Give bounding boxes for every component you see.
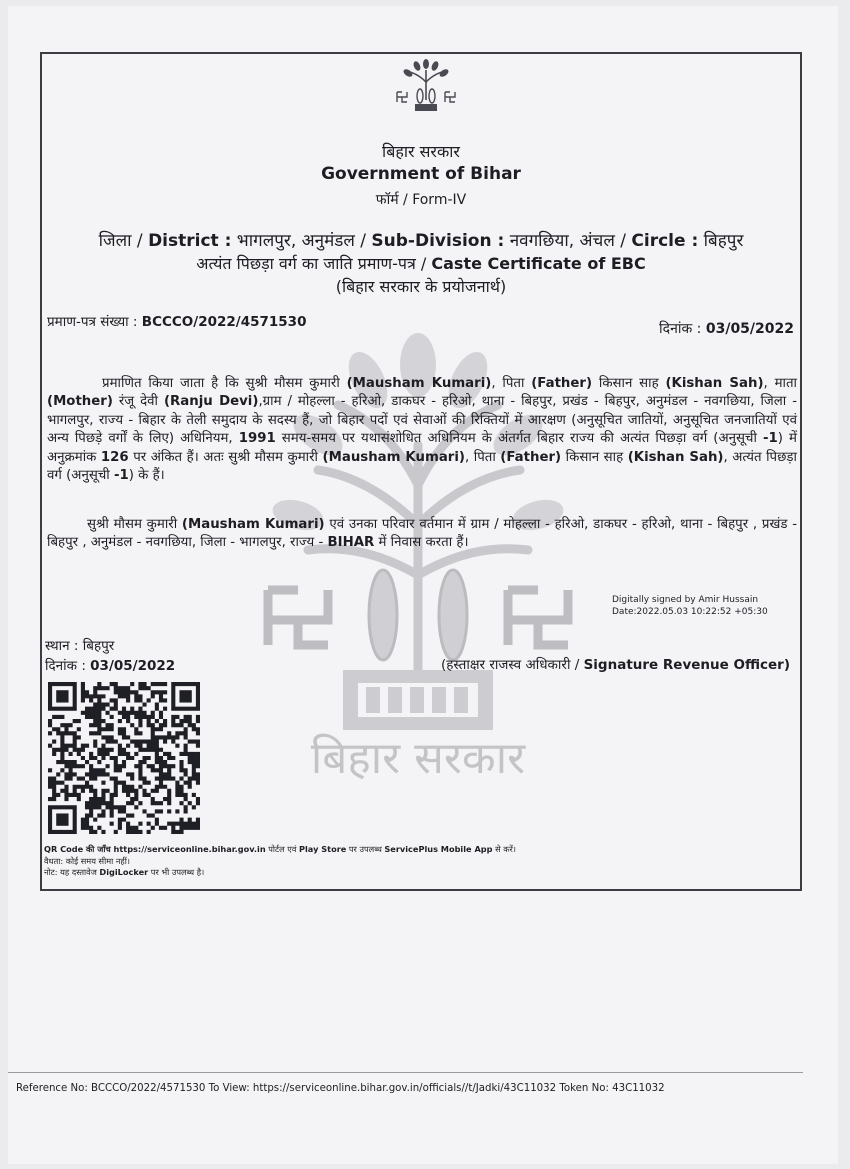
english-title: Government of Bihar [321,164,521,184]
qr-finder-pattern [171,682,200,711]
signature-label: (हस्ताक्षर राजस्व अधिकारी / Signature Revenue Officer) [440,657,790,673]
footer-divider [8,1072,803,1073]
qr-finder-pattern [48,682,77,711]
digital-signature: Digitally signed by Amir Hussain Date:2022.05.03 10:22:52 +05:30 [612,595,768,617]
certificate-purpose: (बिहार सरकार के प्रयोजनार्थ) [335,277,507,296]
reference-footer: Reference No: BCCCO/2022/4571530 To View: https://serviceonline.bihar.gov.in/officials//t/Jadki/43C11032 Token No: 43C11032 [16,1083,665,1094]
certificate-date: दिनांक : 03/05/2022 [659,321,794,337]
certificate-type: अत्यंत पिछड़ा वर्ग का जाति प्रमाण-पत्र / Caste Certificate of EBC [196,254,646,273]
qr-finder-pattern [48,805,77,834]
residence-paragraph: सुश्री मौसम कुमारी (Mausham Kumari) एवं उनका परिवार वर्तमान में ग्राम / मोहल्ला - हरिओ, डाकघर - हरिओ, थाना - बिहपुर , प्रखंड - बिहपुर , अनुमंडल - नवगछिया, जिला - भागलपुर, राज्य - BIHAR में निवास करता हैं। [47,517,797,551]
certificate-number: प्रमाण-पत्र संख्या : BCCCO/2022/4571530 [47,314,307,330]
hindi-title: बिहार सरकार [382,142,460,161]
qr-verification-note: QR Code की जाँच https://serviceonline.bihar.gov.in पोर्टल एवं Play Store पर उपलब्ध ServicePlus Mobile App से करें। वैधता: कोई समय सीमा नहीं। नोट: यह दस्तावेज DigiLocker पर भी उपलब्ध है। [44,844,516,877]
qr-code [48,682,200,834]
form-number: फॉर्म / Form-IV [375,192,467,208]
certification-paragraph: प्रमाणित किया जाता है कि सुश्री मौसम कुमारी (Mausham Kumari), पिता (Father) किसान साह (Kishan Sah), माता (Mother) रंजू देवी (Ranju Devi),ग्राम / मोहल्ला - हरिओ, डाकघर - हरिओ, थाना - बिहपुर, प्रखंड - बिहपुर, अनुमंडल - नवगछिया, जिला - भागलपुर, राज्य - बिहार के तेली समुदाय के सदस्य हैं, जो बिहार पदों एवं सेवाओं की रिक्तियों में आरक्षण (अनुसूचित जातियों, अनुसूचित जनजातियों एवं अन्य पिछड़े वर्गों के लिए) अधिनियम, 1991 समय-समय पर यथासंशोधित अधिनियम के अंतर्गत बिहार राज्य की अत्यंत पिछड़ा वर्ग (अनुसूची -1) में अनुक्रमांक 126 पर अंकित हैं। अतः सुश्री मौसम कुमारी (Mausham Kumari), पिता (Father) किसान साह (Kishan Sah), अत्यंत पिछड़ा वर्ग (अनुसूची -1) के हैं। [47,376,797,484]
watermark-text: बिहार सरकार [310,733,526,784]
bihar-emblem-logo [393,58,459,112]
location-line: जिला / District : भागलपुर, अनुमंडल / Sub-Division : नवगछिया, अंचल / Circle : बिहपुर [98,231,744,251]
issue-place: स्थान : बिहपुर [45,638,115,654]
issue-date: दिनांक : 03/05/2022 [45,658,176,674]
